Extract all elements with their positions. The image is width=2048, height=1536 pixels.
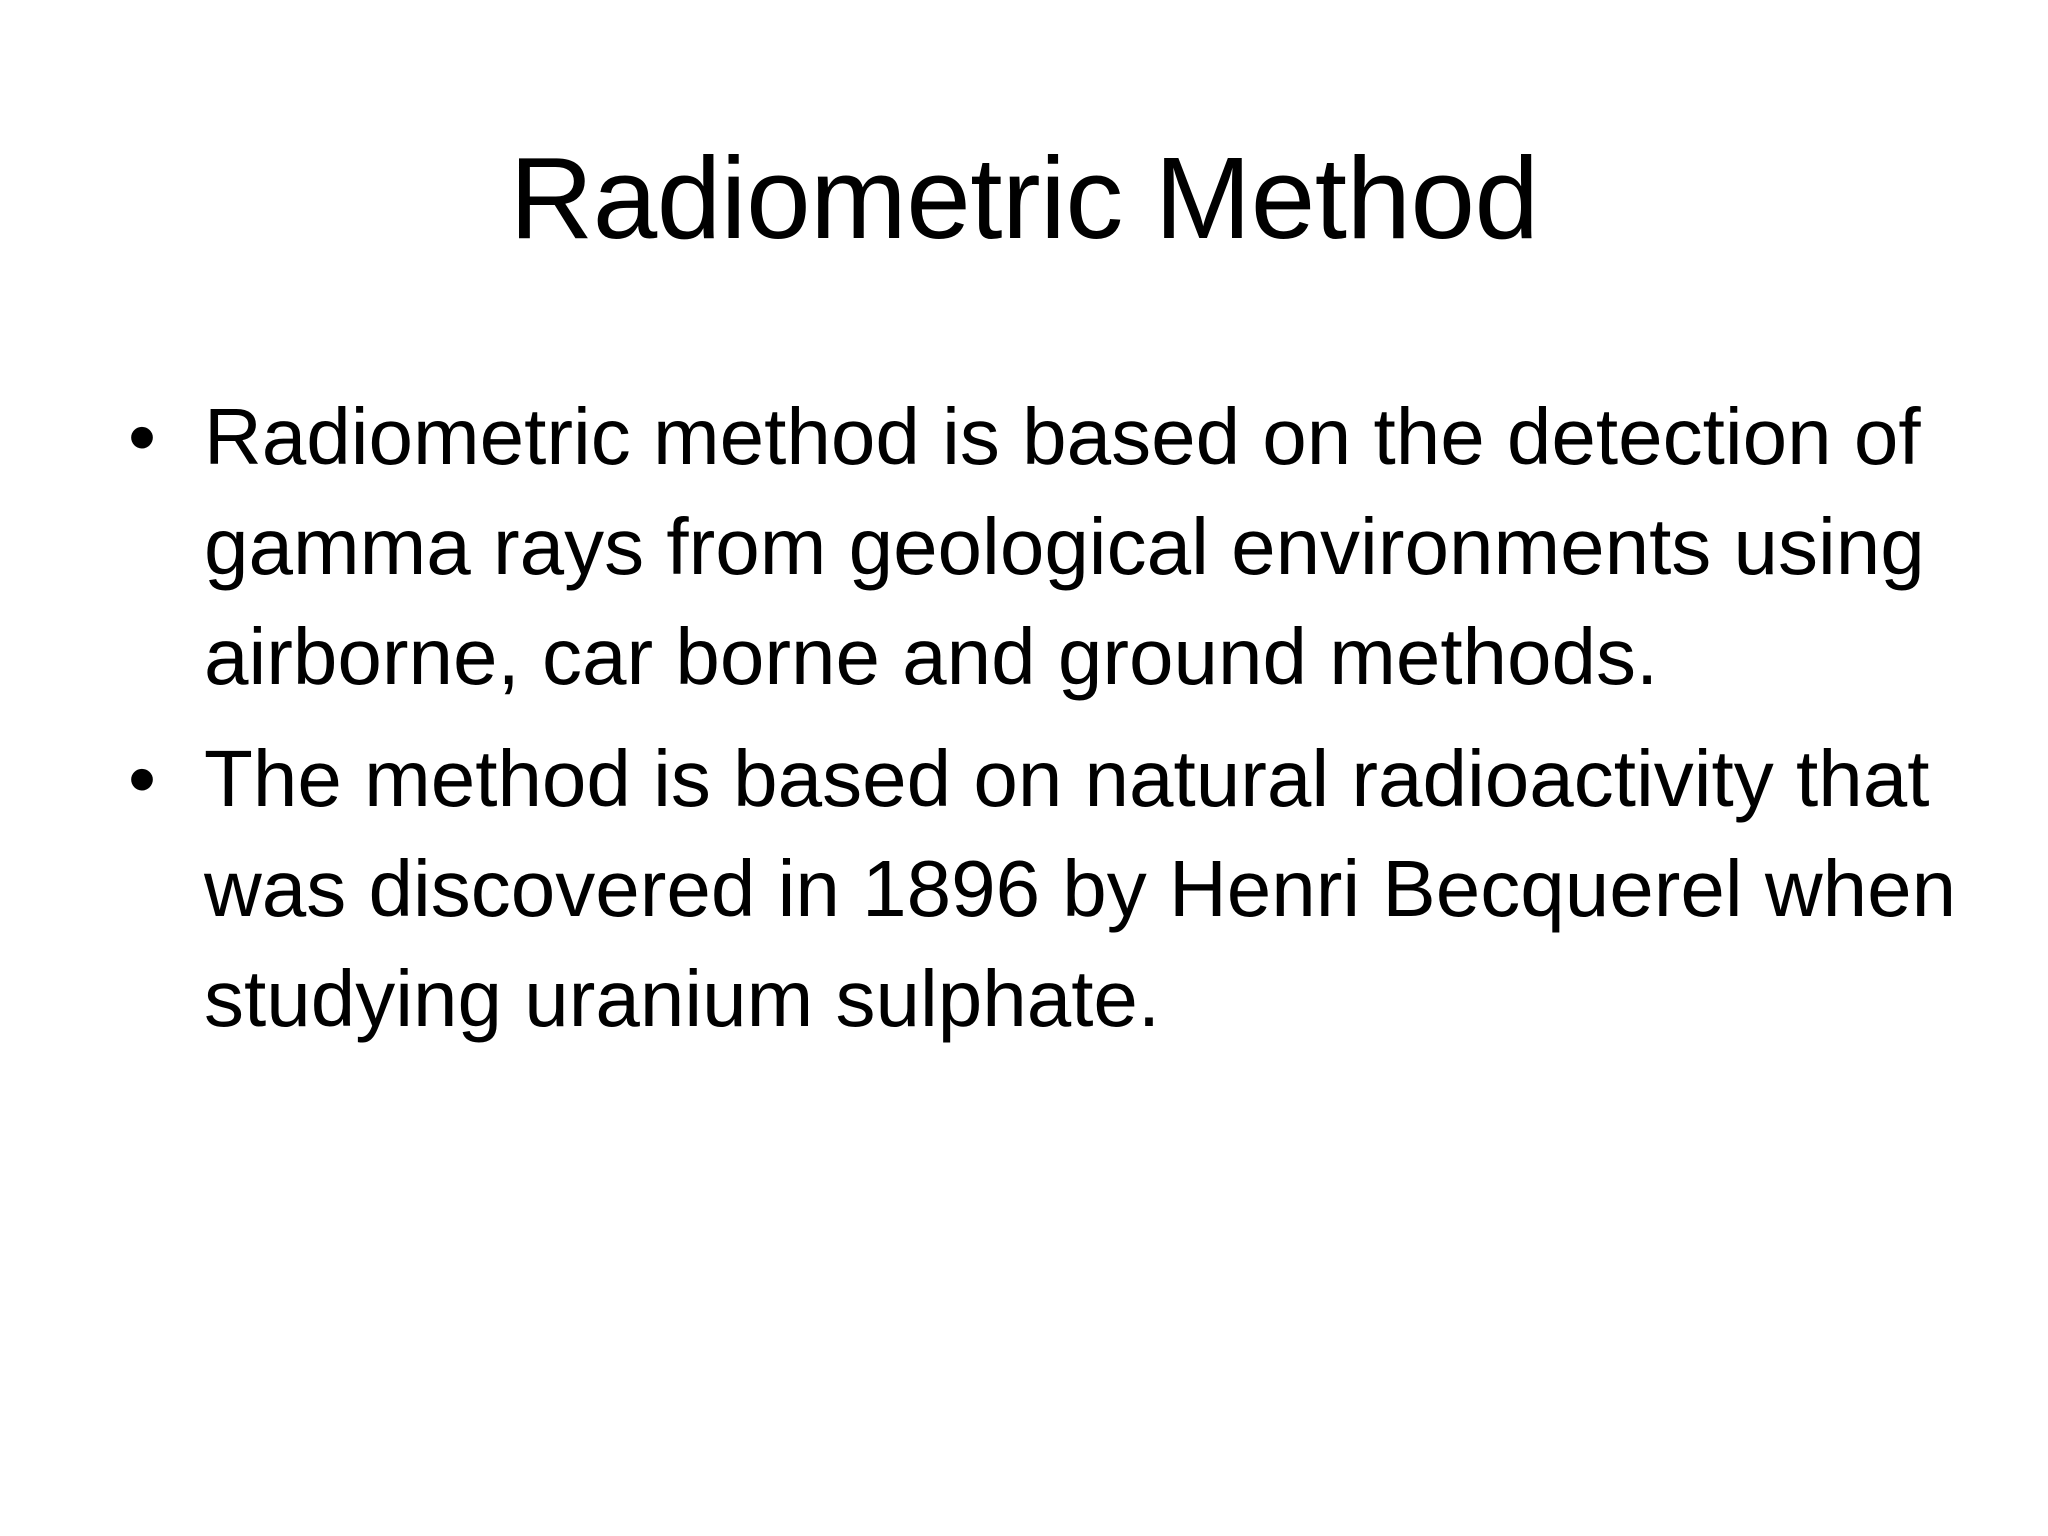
slide-title: Radiometric Method <box>509 133 1539 263</box>
bullet-text: Radiometric method is based on the detection of gamma rays from geological environments using airborne, car borne and ground methods. <box>204 392 1925 701</box>
bullet-marker: • <box>128 734 157 823</box>
bullet-list <box>128 382 1958 1066</box>
bullet-marker: • <box>128 392 157 481</box>
bullet-item <box>128 382 1958 712</box>
bullet-text: The method is based on natural radioactivity that was discovered in 1896 by Henri Becquerel when studying uranium sulphate. <box>204 734 1957 1043</box>
bullet-item <box>128 724 1958 1054</box>
